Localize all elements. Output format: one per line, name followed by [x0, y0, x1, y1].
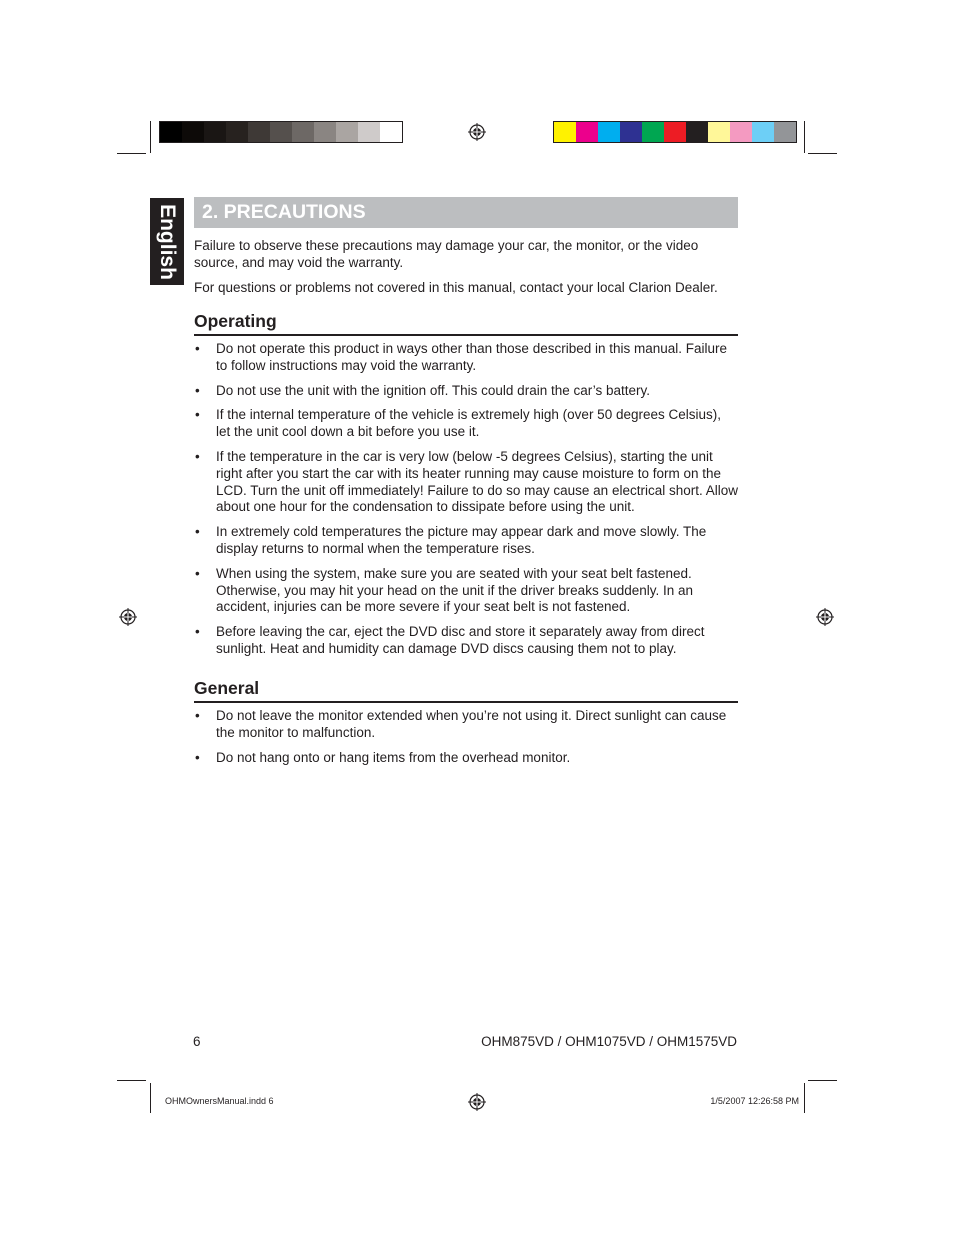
section-title-bar — [194, 197, 738, 228]
intro-paragraph: For questions or problems not covered in this manual, contact your local Clarion Dealer. — [194, 280, 718, 295]
registration-mark-icon — [816, 608, 834, 626]
color-swatch — [358, 122, 380, 142]
color-swatch — [620, 122, 642, 142]
bullet-icon: • — [195, 624, 200, 640]
color-swatch — [664, 122, 686, 142]
color-swatch — [752, 122, 774, 142]
color-swatch — [708, 122, 730, 142]
general-list — [194, 708, 738, 766]
crop-mark — [117, 1080, 146, 1081]
color-swatch — [598, 122, 620, 142]
list-item-text: In extremely cold temperatures the picture may appear dark and move slowly. The display returns to normal when the temperature rises. — [216, 524, 707, 556]
crop-mark — [150, 1083, 151, 1113]
color-swatch — [226, 122, 248, 142]
list-item — [194, 750, 738, 767]
list-item-text: Do not use the unit with the ignition off. This could drain the car’s battery. — [216, 382, 651, 398]
crop-mark — [117, 153, 146, 154]
color-swatch — [380, 122, 402, 142]
color-swatch — [730, 122, 752, 142]
list-item-text: Do not leave the monitor extended when you’re not using it. Direct sunlight can cause the monitor to malfunction. — [216, 708, 727, 740]
list-item-text: Do not operate this product in ways other than those described in this manual. Failure to follow instructions may void the warranty. — [216, 341, 728, 373]
operating-list — [194, 341, 738, 658]
color-swatch — [248, 122, 270, 142]
bullet-icon: • — [195, 524, 200, 540]
slug-filename: OHMOwnersManual.indd 6 — [165, 1096, 274, 1106]
language-tab-label: English — [156, 203, 179, 280]
registration-mark-icon — [468, 1093, 486, 1111]
list-item — [194, 566, 738, 616]
language-tab — [150, 198, 184, 285]
list-item — [194, 383, 738, 400]
color-swatch — [576, 122, 598, 142]
list-item-text: Do not hang onto or hang items from the overhead monitor. — [216, 749, 571, 765]
model-numbers: OHM875VD / OHM1075VD / OHM1575VD — [481, 1034, 737, 1049]
color-swatch — [314, 122, 336, 142]
bullet-icon: • — [195, 448, 200, 464]
grayscale-color-bar — [159, 121, 403, 143]
crop-mark — [808, 153, 837, 154]
list-item — [194, 624, 738, 658]
section-heading-operating: Operating — [194, 310, 738, 336]
list-item — [194, 341, 738, 375]
registration-mark-icon — [119, 608, 137, 626]
page-title: 2. PRECAUTIONS — [202, 201, 366, 223]
bullet-icon: • — [195, 382, 200, 398]
crop-mark — [150, 121, 151, 153]
intro-paragraph: Failure to observe these precautions may damage your car, the monitor, or the video source, and may void the warranty. — [194, 238, 699, 270]
color-swatch — [204, 122, 226, 142]
slug-timestamp: 1/5/2007 12:26:58 PM — [710, 1096, 799, 1106]
list-item — [194, 449, 738, 516]
color-swatch — [774, 122, 796, 142]
section-heading-general: General — [194, 677, 738, 703]
bullet-icon: • — [195, 565, 200, 581]
color-swatch — [686, 122, 708, 142]
color-swatch — [642, 122, 664, 142]
registration-mark-icon — [468, 123, 486, 141]
list-item — [194, 524, 738, 558]
color-swatch — [336, 122, 358, 142]
bullet-icon: • — [195, 708, 200, 723]
page-number: 6 — [193, 1034, 201, 1049]
color-swatch — [270, 122, 292, 142]
list-item — [194, 708, 738, 742]
list-item-text: Before leaving the car, eject the DVD disc and store it separately away from direct sunlight. Heat and humidity can damage DVD discs causing them not to play. — [216, 624, 705, 656]
crop-mark — [808, 1080, 837, 1081]
crop-mark — [804, 121, 805, 153]
bullet-icon: • — [195, 341, 200, 356]
color-swatch — [292, 122, 314, 142]
color-swatch — [554, 122, 576, 142]
crop-mark — [804, 1083, 805, 1113]
list-item — [194, 407, 738, 441]
color-swatch — [160, 122, 182, 142]
color-swatch — [182, 122, 204, 142]
list-item-text: If the temperature in the car is very low (below -5 degrees Celsius), starting the unit right after you start the car with its heater running may cause moisture to form on the LCD. Turn the unit off immediately! Failure to do so may cause an electrical short. Allow about one hour for the condensation to dissipate before using the unit. — [216, 448, 738, 515]
bullet-icon: • — [195, 407, 200, 423]
list-item-text: If the internal temperature of the vehicle is extremely high (over 50 degrees Celsius), let the unit cool down a bit before you use it. — [216, 407, 721, 440]
process-color-bar — [553, 121, 797, 143]
bullet-icon: • — [195, 749, 200, 765]
list-item-text: When using the system, make sure you are seated with your seat belt fastened. Otherwise, you may hit your head on the unit if the driver breaks suddenly. In an accident, injuries can be more severe if your seat belt is not fastened. — [216, 565, 694, 615]
